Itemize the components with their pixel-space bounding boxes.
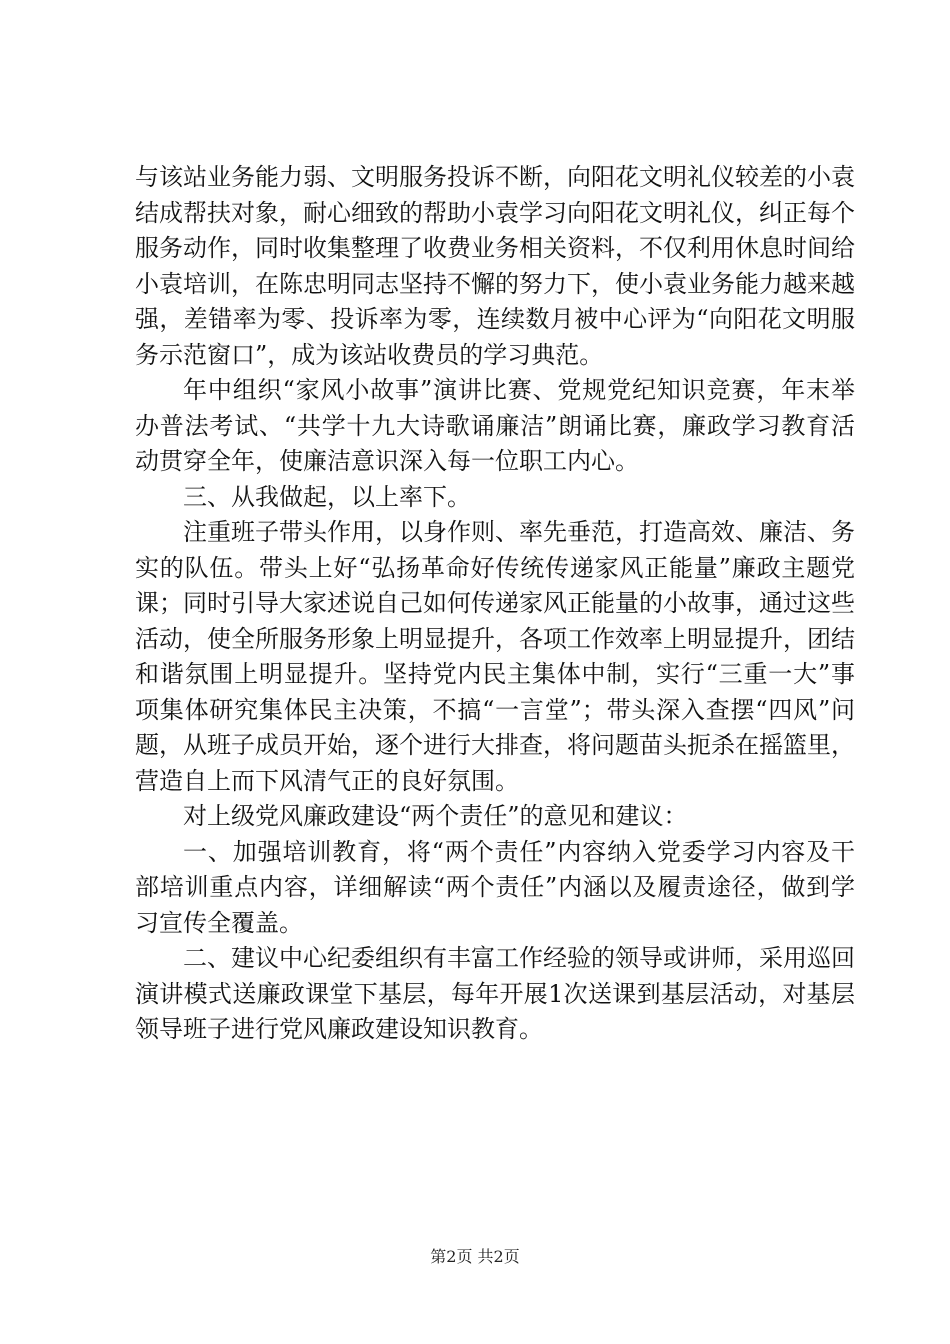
section-heading-lead-by-example: 三、从我做起，以上率下。 bbox=[183, 482, 471, 511]
page-number-footer: 第2页 共2页 bbox=[430, 1247, 520, 1266]
suggestion-item-2: 二、建议中心纪委组织有丰富工作经验的领导或讲师，采用巡回演讲模式送廉政课堂下基层，每年开展1次送课到基层活动，对基层领导班子进行党风廉政建设知识教育。 bbox=[135, 944, 855, 1043]
paragraph-leadership: 注重班子带头作用，以身作则、率先垂范，打造高效、廉洁、务实的队伍。带头上好“弘扬革命好传统传递家风正能量”廉政主题党课；同时引导大家述说自己如何传递家风正能量的小故事，通过这些活动，使全所服务形象上明显提升，各项工作效率上明显提升，团结和谐氛围上明显提升。坚持党内民主集体中制，实行“三重一大”事项集体研究集体民主决策，不搞“一言堂”；带头深入查摆“四风”问题，从班子成员开始，逐个进行大排查，将问题苗头扼杀在摇篮里，营造自上而下风清气正的良好氛围。 bbox=[135, 518, 855, 795]
paragraph-activities: 年中组织“家风小故事”演讲比赛、党规党纪知识竞赛，年末举办普法考试、“共学十九大诗歌诵廉洁”朗诵比赛，廉政学习教育活动贯穿全年，使廉洁意识深入每一位职工内心。 bbox=[135, 376, 855, 475]
section-heading-suggestions: 对上级党风廉政建设“两个责任”的意见和建议： bbox=[183, 802, 688, 830]
paragraph-continuation: 与该站业务能力弱、文明服务投诉不断，向阳花文明礼仪较差的小袁结成帮扶对象，耐心细致的帮助小袁学习向阳花文明礼仪，纠正每个服务动作，同时收集整理了收费业务相关资料，不仅利用休息时间给小袁培训，在陈忠明同志坚持不懈的努力下，使小袁业务能力越来越强，差错率为零、投诉率为零，连续数月被中心评为“向阳花文明服务示范窗口”，成为该站收费员的学习典范。 bbox=[135, 163, 855, 369]
suggestion-item-1: 一、加强培训教育，将“两个责任”内容纳入党委学习内容及干部培训重点内容，详细解读“两个责任”内涵以及履责途径，做到学习宣传全覆盖。 bbox=[135, 837, 855, 937]
document-body bbox=[135, 160, 855, 1048]
